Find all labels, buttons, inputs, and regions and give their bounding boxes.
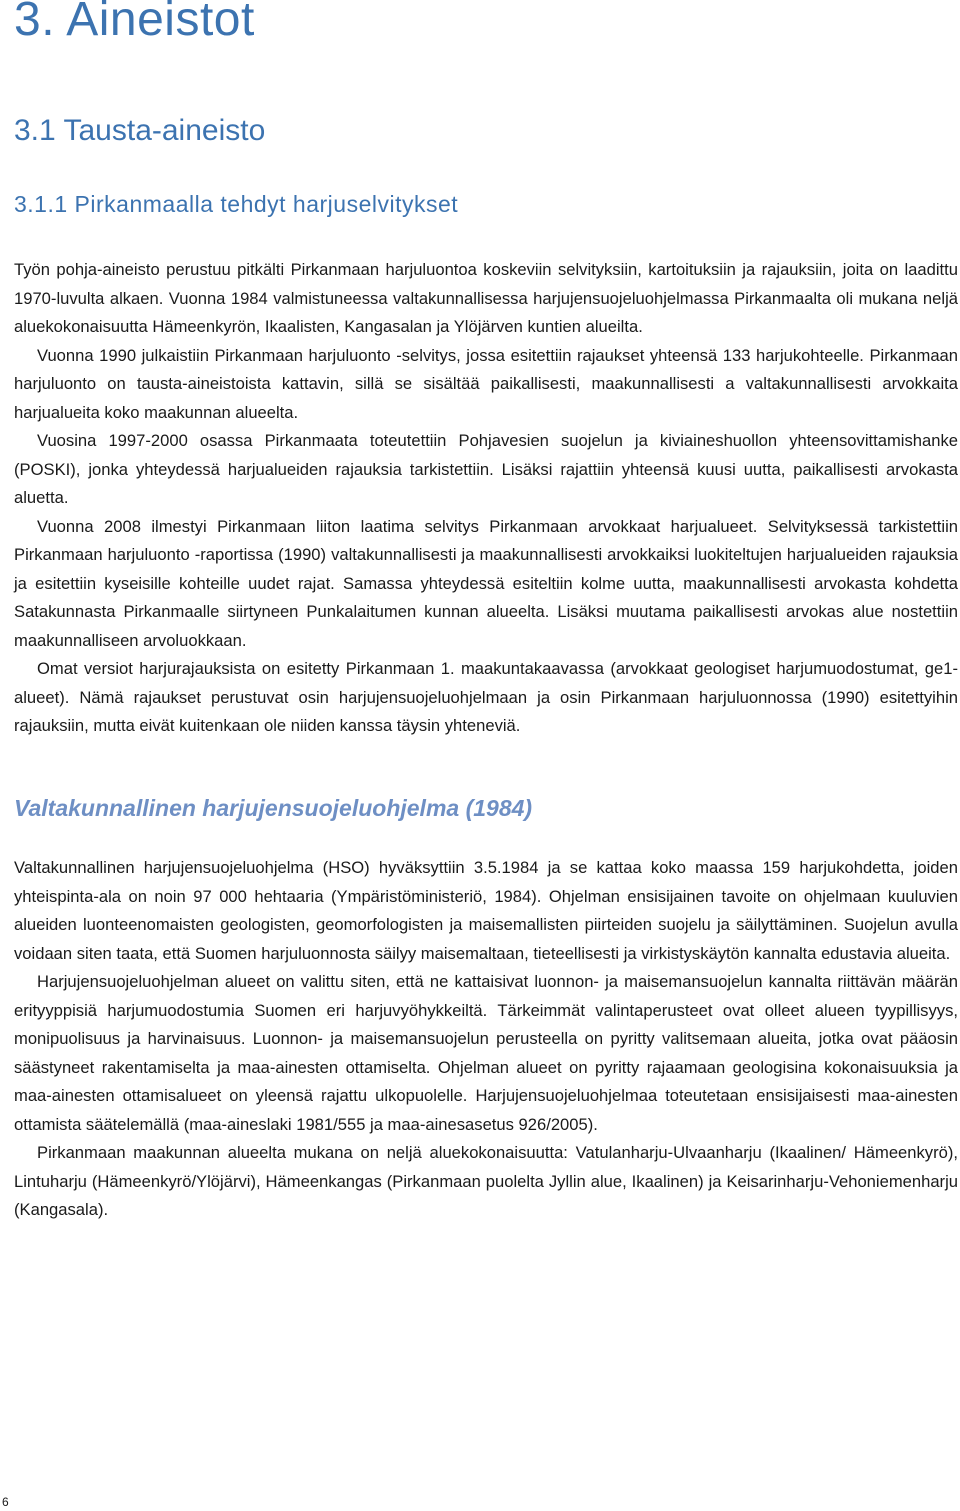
hso-text — [14, 854, 958, 1225]
paragraph: Vuonna 2008 ilmestyi Pirkanmaan liiton laatima selvitys Pirkanmaan arvokkaat harjualueet. Selvityksessä tarkistettiin Pirkanmaan harjuluonto -raportissa (1990) valtakunnallisesti ja maakunnallisesti arvokkaiksi luokiteltujen harjualueiden rajauksia ja esitettiin kyseisille kohteille uudet rajat. Samassa yhteydessä esiteltiin kolme uutta, maakunnallisesti arvokasta kohdetta Satakunnasta Pirkanmaalle siirtyneen Punkalaitumen kunnan alueelta. Lisäksi muutama paikallisesti arvokas alue nostettiin maakunnalliseen arvoluokkaan. — [14, 516, 958, 650]
intro-text — [14, 256, 958, 741]
paragraph: Omat versiot harjurajauksista on esitetty Pirkanmaan 1. maakuntakaavassa (arvokkaat geologiset harjumuodostumat, ge1-alueet). Nämä rajaukset perustuvat osin harjujensuojeluohjelmaan ja osin Pirkanmaan harjuluonnossa (1990) esitettyihin rajauksiin, mutta eivät kuitenkaan ole niiden kanssa täysin yhteneviä. — [14, 659, 958, 735]
paragraph: Työn pohja-aineisto perustuu pitkälti Pirkanmaan harjuluontoa koskeviin selvityksiin, kartoituksiin ja rajauksiin, joita on laadittu 1970-luvulta alkaen. Vuonna 1984 valmistuneessa valtakunnallisessa harjujensuojeluohjelmassa Pirkanmaalta oli mukana neljä aluekokonaisuutta Hämeenkyrön, Ikaalisten, Kangasalan ja Ylöjärven kuntien alueilta. — [14, 260, 958, 336]
paragraph: Vuosina 1997-2000 osassa Pirkanmaata toteutettiin Pohjavesien suojelun ja kiviaineshuollon yhteensovittamishanke (POSKI), jonka yhteydessä harjualueiden rajauksia tarkistettiin. Lisäksi rajattiin yhteensä kuusi uutta, paikallisesti arvokasta aluetta. — [14, 431, 958, 507]
paragraph: Pirkanmaan maakunnan alueelta mukana on neljä aluekokonaisuutta: Vatulanharju-Ulvaanharju (Ikaalinen/ Hämeenkyrö), Lintuharju (Hämeenkyrö/Ylöjärvi), Hämeenkangas (Pirkanmaan puolelta Jyllin alue, Ikaalinen) ja Keisarinharju-Vehoniemenharju (Kangasala). — [14, 1143, 958, 1219]
page-number: 6 — [2, 1495, 9, 1509]
hso-heading: Valtakunnallinen harjujensuojeluohjelma (1984) — [14, 795, 533, 821]
subsection-title: 3.1.1 Pirkanmaalla tehdyt harjuselvitykset — [14, 191, 459, 217]
paragraph: Valtakunnallinen harjujensuojeluohjelma (HSO) hyväksyttiin 3.5.1984 ja se kattaa koko maassa 159 harjukohdetta, joiden yhteispinta-ala on noin 97 000 hehtaaria (Ympäristöministeriö, 1984). Ohjelman ensisijainen tavoite on ohjelmaan kuuluvien alueiden luonteenomaisten geologisten, geomorfologisten ja maisemallisten piirteiden suojelu ja säilyttäminen. Suojelun avulla voidaan siten taata, että Suomen harjuluonnosta säilyy maisemaltaan, tieteellisesti ja virkistyskäytön kannalta edustavia alueita. — [14, 858, 958, 963]
paragraph: Harjujensuojeluohjelman alueet on valittu siten, että ne kattaisivat luonnon- ja maisemansuojelun kannalta riittävän määrän erityyppisiä harjumuodostumia Suomen eri harjuvyöhykkeiltä. Tärkeimmät valintaperusteet ovat olleet alueen tyypillisyys, monipuolisuus ja harvinaisuus. Luonnon- ja maisemansuojelun perusteella on pyritty valitsemaan alueita, jotka ovat pääosin säästyneet rakentamiselta ja maa-ainesten ottamiselta. Ohjelman alueet on pyritty rajaamaan geologisina kokonaisuuksia ja maa-ainesten ottamisalueet on yleensä rajattu ulkopuolelle. Harjujensuojeluohjelmaa toteutetaan ensisijaisesti maa-ainesten ottamista säätelemällä (maa-aineslaki 1981/555 ja maa-ainesasetus 926/2005). — [14, 972, 958, 1134]
chapter-title: 3. Aineistot — [14, 0, 255, 46]
paragraph: Vuonna 1990 julkaistiin Pirkanmaan harjuluonto -selvitys, jossa esitettiin rajaukset yhteensä 133 harjukohteelle. Pirkanmaan harjuluonto on tausta-aineistoista kattavin, sillä se sisältää paikallisesti, maakunnallisesti a valtakunnallisesti arvokkaita harjualueita koko maakunnan alueelta. — [14, 345, 958, 422]
section-title: 3.1 Tausta-aineisto — [14, 114, 266, 147]
